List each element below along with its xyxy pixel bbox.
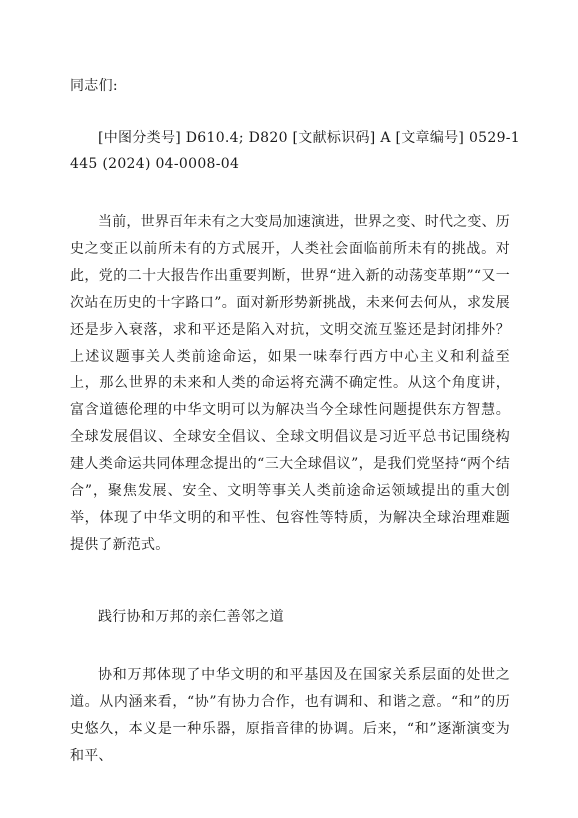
paragraph-1: 当前，世界百年未有之大变局加速演进，世界之变、时代之变、历史之变正以前所未有的方式展开，人类社会面临前所未有的挑战。对此，党的二十大报告作出重要判断，世界“进入新的动荡变革期”“又一次站在历史的十字路口”。面对新形势新挑战，未来何去何从，求发展还是步入衰落，求和平还是陷入对抗，文明交流互鉴还是封闭排外？上述议题事关人类前途命运，如果一味奉行西方中心主义和利益至上，那么世界的未来和人类的命运将充满不确定性。从这个角度讲，富含道德伦理的中华文明可以为解决当今全球性问题提供东方智慧。全球发展倡议、全球安全倡议、全球文明倡议是习近平总书记围绕构建人类命运共同体理念提出的“三大全球倡议”，是我们党坚持“两个结合”，聚焦发展、安全、文明等事关人类前途命运领域提出的重大创举，体现了中华文明的和平性、包容性等特质，为解决全球治理难题提供了新范式。 bbox=[70, 214, 510, 553]
classification-line-1: [中图分类号] D610.4; D820 [文献标识码] A [文章编号] 0529-1 bbox=[98, 130, 521, 146]
paragraph-2: 协和万邦体现了中华文明的和平基因及在国家关系层面的处世之道。从内涵来看，“协”有协力合作，也有调和、和谐之意。“和”的历史悠久，本义是一种乐器，原指音律的协调。后来，“和”逐渐演变为和平、 bbox=[70, 667, 510, 764]
section-heading: 践行协和万邦的亲仁善邻之道 bbox=[98, 609, 284, 625]
classification-line-2: 445 (2024) 04-0008-04 bbox=[70, 156, 240, 172]
salutation: 同志们: bbox=[70, 78, 118, 94]
